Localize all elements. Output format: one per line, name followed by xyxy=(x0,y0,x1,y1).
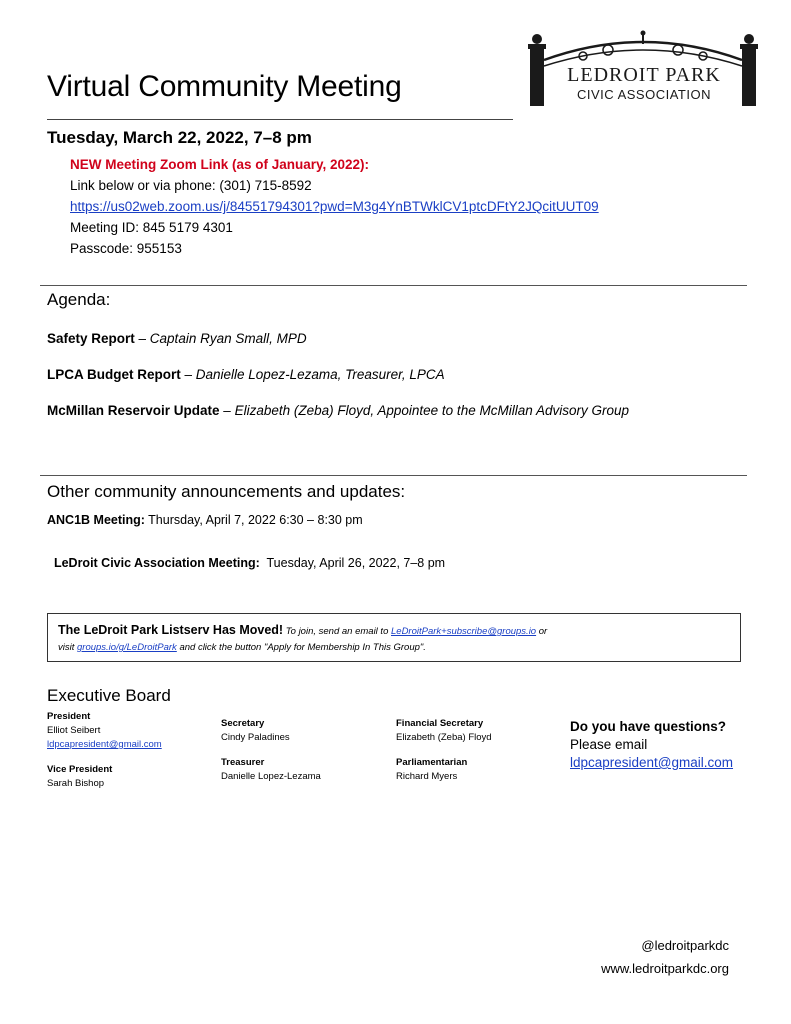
questions-heading: Do you have questions? xyxy=(570,719,727,734)
board-secretary xyxy=(221,718,290,743)
agenda-item-presenter: Danielle Lopez-Lezama, Treasurer, LPCA xyxy=(195,367,445,382)
board-name: Elliot Seibert xyxy=(47,725,101,736)
board-role: Secretary xyxy=(221,718,265,729)
announcements-heading: Other community announcements and updates: xyxy=(47,482,406,501)
listserv-email-link[interactable]: LeDroitPark+subscribe@groups.io xyxy=(391,626,537,637)
board-role: Parliamentarian xyxy=(396,757,468,768)
board-role: President xyxy=(47,711,91,722)
agenda-item-separator: – xyxy=(219,403,235,418)
announcement-item xyxy=(47,542,445,570)
zoom-heading: NEW Meeting Zoom Link (as of January, 2022): xyxy=(70,157,370,172)
agenda-item xyxy=(47,367,445,382)
zoom-link[interactable]: https://us02web.zoom.us/j/84551794301?pwd=M3g4YnBTWklCV1ptcDFtY2JQcitUUT09 xyxy=(70,199,599,214)
agenda-item xyxy=(47,403,629,418)
agenda-divider xyxy=(40,285,747,286)
social-handle: @ledroitparkdc xyxy=(641,938,729,953)
questions-email-link[interactable]: ldpcapresident@gmail.com xyxy=(570,755,734,770)
website-link[interactable]: www.ledroitparkdc.org xyxy=(601,961,729,976)
listserv-group-link[interactable]: groups.io/g/LeDroitPark xyxy=(77,642,177,653)
listserv-text: or xyxy=(536,626,548,637)
agenda-item-presenter: Elizabeth (Zeba) Floyd, Appointee to the McMillan Advisory Group xyxy=(234,403,629,418)
announcements-divider xyxy=(40,475,747,476)
passcode: Passcode: 955153 xyxy=(70,241,182,256)
announcement-text: Thursday, April 7, 2022 6:30 – 8:30 pm xyxy=(144,513,363,527)
agenda-item-separator: – xyxy=(134,331,150,346)
board-vice-president xyxy=(47,764,112,789)
listserv-notice xyxy=(47,613,741,662)
logo-line-1: LEDROIT PARK xyxy=(567,64,721,86)
board-financial-secretary xyxy=(396,718,492,743)
title-divider xyxy=(47,119,513,120)
agenda-item-title: McMillan Reservoir Update xyxy=(47,403,220,418)
agenda-item-presenter: Captain Ryan Small, MPD xyxy=(149,331,307,346)
announcement-label: LeDroit Civic Association Meeting: xyxy=(53,556,260,570)
listserv-text: visit xyxy=(58,642,77,653)
announcement-text: Tuesday, April 26, 2022, 7–8 pm xyxy=(259,556,446,570)
listserv-text: and click the button "Apply for Membership In This Group". xyxy=(176,642,426,653)
board-name: Danielle Lopez-Lezama xyxy=(221,771,321,782)
executive-board-heading: Executive Board xyxy=(47,686,171,705)
board-role: Financial Secretary xyxy=(396,718,484,729)
board-name: Cindy Paladines xyxy=(221,732,290,743)
announcement-label: ANC1B Meeting: xyxy=(47,513,145,527)
board-president xyxy=(47,711,162,750)
board-parliamentarian xyxy=(396,757,467,782)
meeting-id: Meeting ID: 845 5179 4301 xyxy=(70,220,233,235)
meeting-date: Tuesday, March 22, 2022, 7–8 pm xyxy=(47,128,312,147)
agenda-heading: Agenda: xyxy=(47,290,111,309)
ledroit-park-logo xyxy=(528,30,758,110)
listserv-text: To join, send an email to xyxy=(283,626,391,637)
announcement-item xyxy=(47,513,363,527)
board-treasurer xyxy=(221,757,321,782)
page-title: Virtual Community Meeting xyxy=(47,70,402,103)
board-role: Treasurer xyxy=(221,757,265,768)
questions-block xyxy=(570,718,733,772)
listserv-heading: The LeDroit Park Listserv Has Moved! xyxy=(58,623,284,637)
president-email-link[interactable]: ldpcapresident@gmail.com xyxy=(47,739,162,750)
logo-line-2: CIVIC ASSOCIATION xyxy=(577,87,711,102)
agenda-item-separator: – xyxy=(180,367,196,382)
questions-line: Please email xyxy=(570,737,648,752)
agenda-item-title: LPCA Budget Report xyxy=(47,367,181,382)
agenda-item xyxy=(47,331,307,346)
board-name: Richard Myers xyxy=(396,771,458,782)
board-name: Sarah Bishop xyxy=(47,778,105,789)
zoom-info xyxy=(70,154,599,259)
board-role: Vice President xyxy=(47,764,113,775)
agenda-item-title: Safety Report xyxy=(47,331,135,346)
phone-line: Link below or via phone: (301) 715-8592 xyxy=(70,178,312,193)
board-name: Elizabeth (Zeba) Floyd xyxy=(396,732,492,743)
